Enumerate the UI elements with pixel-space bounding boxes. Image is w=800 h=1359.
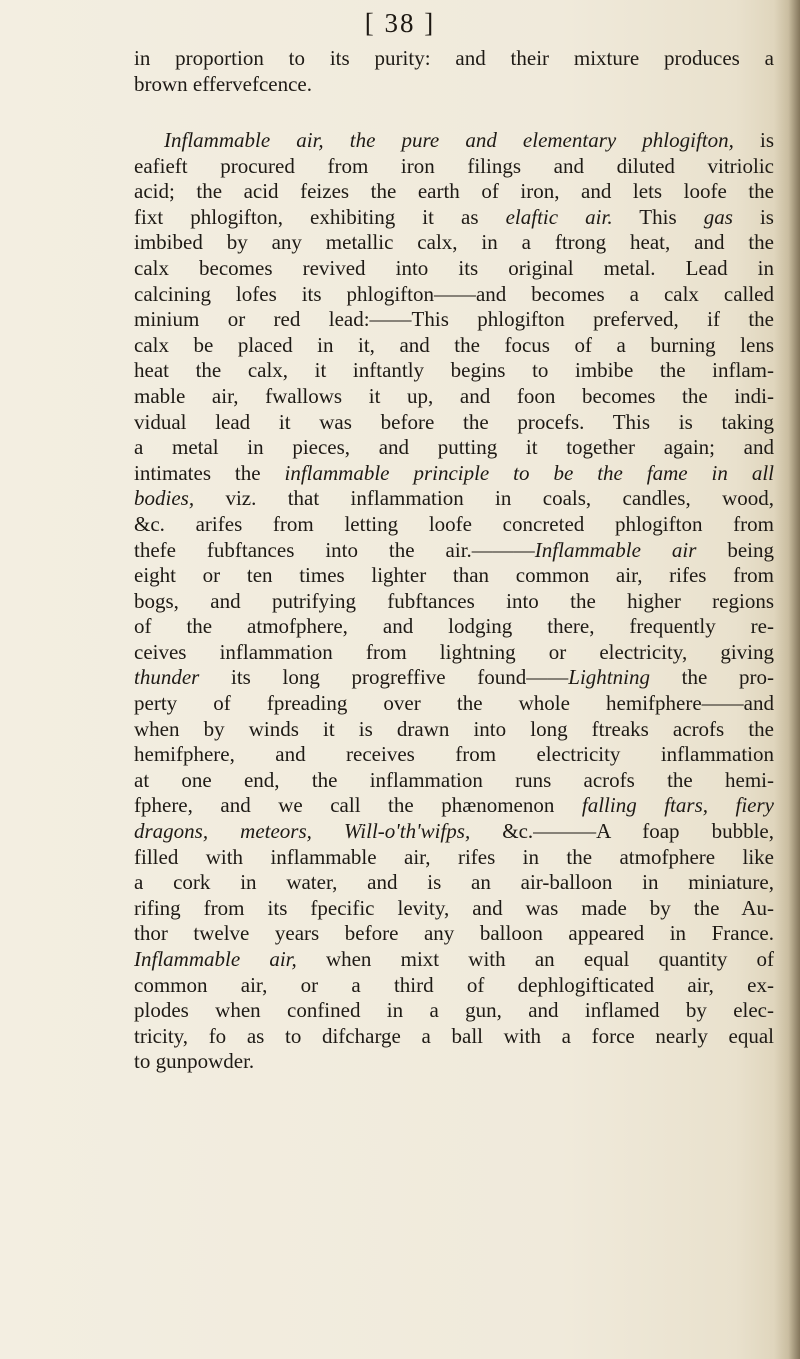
text-line [134,230,774,256]
text-line [134,128,774,154]
text-line [134,768,774,794]
text-segment: its long progreffive found—— [199,665,569,690]
text-segment: acid; the acid feizes the earth of iron, and lets loofe the [134,179,774,204]
text-line [134,154,774,180]
text-line [134,589,774,615]
text-segment: imbibed by any metallic calx, in a ftrong heat, and the [134,230,774,255]
text-segment: being [696,537,774,562]
text-segment: ceives inflammation from lightning or electricity, giving [134,639,774,664]
text-line [134,435,774,461]
text-line [134,538,774,564]
text-line [134,205,774,231]
text-line [134,333,774,359]
text-segment: intimates the [134,460,285,485]
text-segment: common air, or a third of dephlogifticated air, ex- [134,972,774,997]
text-segment: tricity, fo as to difcharge a ball with a force nearly equal [134,1023,774,1048]
text-segment: This [612,204,704,229]
italic-text: Inflammable air [534,537,697,562]
text-line [134,614,774,640]
text-segment: plodes when confined in a gun, and inflamed by elec- [134,998,774,1023]
text-segment: &c. arifes from letting loofe concreted phlogifton from [134,511,774,536]
text-segment: viz. that inflammation in coals, candles, wood, [194,486,774,511]
text-segment: eafieft procured from iron filings and diluted vitriolic [134,153,774,178]
italic-text: inflammable principle to be the fame in all [284,460,774,485]
text-segment: to gunpowder. [134,1049,255,1074]
text-segment: minium or red lead:——This phlogifton preferved, if the [134,307,774,332]
italic-text: elaftic air. [505,204,613,229]
text-segment: at one end, the inflammation runs acrofs the hemi- [134,767,774,792]
text-segment: rifing from its fpecific levity, and was made by the Au- [134,895,774,920]
text-segment: eight or ten times lighter than common air, rifes from [134,563,774,588]
text-segment: calx becomes revived into its original metal. Lead in [134,255,774,280]
main-paragraph [134,128,774,1075]
text-segment: a cork in water, and is an air-balloon in miniature, [134,870,774,895]
text-segment: the pro- [649,665,774,690]
page-edge-shadow [774,0,800,1359]
italic-text: falling ftars, fiery [581,793,774,818]
text-line [134,819,774,845]
text-line [134,793,774,819]
intro-paragraph [134,46,774,97]
italic-text: Inflammable air, [134,947,297,971]
text-line [134,947,774,973]
text-segment: fixt phlogifton, exhibiting it as [134,204,506,229]
italic-text: gas [703,204,733,229]
text-segment: is [733,128,774,152]
italic-text: Lightning [568,665,650,690]
italic-text: Inflammable air, the pure and elementary phlogifton, [164,128,734,152]
text-line [134,1024,774,1050]
text-line [134,461,774,487]
text-line [134,1049,774,1075]
text-line: in proportion to its purity: and their mixture produces a [134,46,774,70]
text-line [134,384,774,410]
text-line [134,973,774,999]
text-line [134,563,774,589]
text-segment: vidual lead it was before the procefs. This is taking [134,409,774,434]
text-line [134,358,774,384]
text-line [134,410,774,436]
text-line [134,998,774,1024]
text-line [134,256,774,282]
text-line [134,307,774,333]
text-line [134,512,774,538]
text-segment: mable air, fwallows it up, and foon becomes the indi- [134,383,774,408]
text-segment: when by winds it is drawn into long ftreaks acrofs the [134,716,774,741]
text-segment: hemifphere, and receives from electricity inflammation [134,742,774,767]
text-segment: fphere, and we call the phænomenon [134,793,582,818]
text-line [134,845,774,871]
text-segment: filled with inflammable air, rifes in the atmofphere like [134,844,774,869]
text-line [134,179,774,205]
text-line [134,921,774,947]
text-line [134,742,774,768]
text-line [134,282,774,308]
text-line [134,870,774,896]
text-line [134,717,774,743]
text-segment: thor twelve years before any balloon appeared in France. [134,921,774,946]
text-line [134,640,774,666]
text-segment: calx be placed in it, and the focus of a burning lens [134,332,774,357]
text-line [134,896,774,922]
text-segment: bogs, and putrifying fubftances into the higher regions [134,588,774,613]
italic-text: thunder [134,665,200,690]
text-segment: is [732,204,774,229]
text-segment: calcining lofes its phlogifton——and becomes a calx called [134,281,774,306]
italic-text: dragons, meteors, Will-o'th'wifps, [134,819,471,844]
text-segment: perty of fpreading over the whole hemifphere——and [134,691,774,716]
text-segment: heat the calx, it inftantly begins to imbibe the inflam- [134,358,774,383]
text-segment: a metal in pieces, and putting it together again; and [134,435,774,460]
text-line [134,691,774,717]
text-segment: when mixt with an equal quantity of [296,947,774,971]
text-segment: of the atmofphere, and lodging there, frequently re- [134,614,774,639]
text-segment: &c.———A foap bubble, [470,819,775,844]
page-number: [ 38 ] [364,8,436,38]
text-line [134,486,774,512]
text-line: brown effervefcence. [134,71,312,96]
italic-text: bodies, [134,486,195,511]
text-segment: thefe fubftances into the air.——— [134,537,535,562]
text-line [134,665,774,691]
